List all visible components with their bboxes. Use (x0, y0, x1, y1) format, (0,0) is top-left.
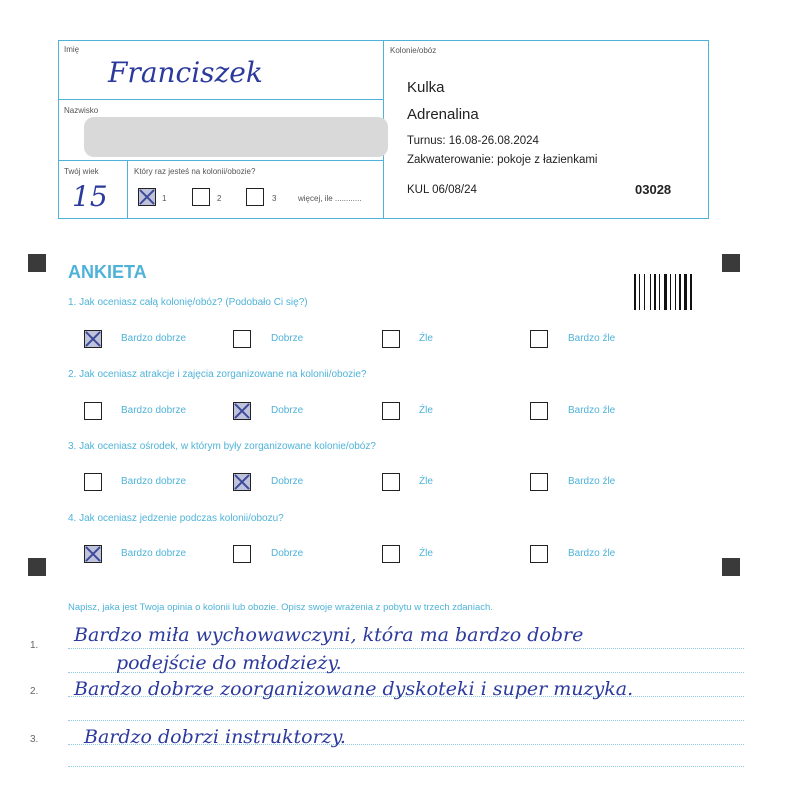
q1-checkbox-bad[interactable] (382, 330, 400, 348)
q2-checkbox-good[interactable] (233, 402, 251, 420)
surname-redaction (84, 117, 388, 157)
accommodation: Zakwaterowanie: pokoje z łazienkami (407, 154, 598, 166)
surname-label: Nazwisko (64, 106, 99, 115)
first-name-value: Franciszek (108, 56, 263, 89)
question-1: 1. Jak oceniasz całą kolonię/obóz? (Podobało Ci się?) (68, 297, 308, 308)
camp-label: Kolonie/obóz (390, 46, 437, 55)
alignment-marker-top-right (722, 254, 740, 272)
q2-checkbox-very-bad[interactable] (530, 402, 548, 420)
camp-code: KUL 06/08/24 (407, 184, 477, 196)
barcode-bar (664, 274, 667, 310)
barcode (634, 274, 690, 310)
q1-label-bad: Źle (419, 333, 433, 344)
header-divider-age (58, 160, 384, 161)
q4-label-very-bad: Bardzo źle (568, 548, 616, 559)
barcode-bar (654, 274, 656, 310)
line-number-1: 1. (30, 640, 39, 651)
q4-checkbox-good[interactable] (233, 545, 251, 563)
q4-checkbox-bad[interactable] (382, 545, 400, 563)
q1-label-very-bad: Bardzo źle (568, 333, 616, 344)
header-divider-name (58, 99, 384, 100)
turnus-dates: Turnus: 16.08-26.08.2024 (407, 135, 539, 147)
q3-label-very-bad: Bardzo źle (568, 476, 616, 487)
q1-checkbox-very-bad[interactable] (530, 330, 548, 348)
times-option-2: 2 (217, 194, 222, 203)
q3-checkbox-bad[interactable] (382, 473, 400, 491)
times-option-more: więcej, ile ............ (298, 194, 362, 203)
q4-label-good: Dobrze (271, 548, 304, 559)
q3-checkbox-very-good[interactable] (84, 473, 102, 491)
opinion-answer-line-1: Bardzo miła wychowawczyni, która ma bardzo dobre (74, 624, 584, 646)
barcode-bar (644, 274, 645, 310)
barcode-bar (690, 274, 692, 310)
times-option-1: 1 (162, 194, 167, 203)
barcode-bar (684, 274, 687, 310)
barcode-bar (639, 274, 640, 310)
times-checkbox-3[interactable] (246, 188, 264, 206)
question-2: 2. Jak oceniasz atrakcje i zajęcia zorganizowane na kolonii/obozie? (68, 369, 367, 380)
q2-checkbox-bad[interactable] (382, 402, 400, 420)
times-checkbox-2[interactable] (192, 188, 210, 206)
question-4: 4. Jak oceniasz jedzenie podczas kolonii/obozu? (68, 513, 284, 524)
line-number-2: 2. (30, 686, 39, 697)
barcode-bar (650, 274, 651, 310)
q3-label-good: Dobrze (271, 476, 304, 487)
q4-checkbox-very-bad[interactable] (530, 545, 548, 563)
times-checkbox-1[interactable] (138, 188, 156, 206)
barcode-bar (670, 274, 671, 310)
answer-line (68, 648, 744, 649)
barcode-bar (659, 274, 660, 310)
q1-label-very-good: Bardzo dobrze (121, 333, 187, 344)
alignment-marker-bottom-left (28, 558, 46, 576)
q4-checkbox-very-good[interactable] (84, 545, 102, 563)
q2-label-good: Dobrze (271, 405, 304, 416)
age-label: Twój wiek (64, 167, 99, 176)
age-value: 15 (72, 180, 108, 213)
form-number: 03028 (635, 182, 672, 197)
alignment-marker-bottom-right (722, 558, 740, 576)
barcode-bar (679, 274, 681, 310)
q3-checkbox-very-bad[interactable] (530, 473, 548, 491)
question-3: 3. Jak oceniasz ośrodek, w którym były zorganizowane kolonie/obóz? (68, 441, 376, 452)
opinion-answer-line-2: podejście do młodzieży. (116, 652, 342, 674)
times-option-3: 3 (272, 194, 277, 203)
line-number-3: 3. (30, 734, 39, 745)
q2-label-very-good: Bardzo dobrze (121, 405, 187, 416)
q3-checkbox-good[interactable] (233, 473, 251, 491)
q2-label-very-bad: Bardzo źle (568, 405, 616, 416)
q3-label-very-good: Bardzo dobrze (121, 476, 187, 487)
opinion-answer-line-3: Bardzo dobrze zoorganizowane dyskoteki i super muzyka. (74, 678, 634, 700)
opinion-answer-line-4: Bardzo dobrzi instruktorzy. (84, 726, 346, 748)
opinion-prompt: Napisz, jaka jest Twoja opinia o kolonii lub obozie. Opisz swoje wrażenia z pobytu w trzech zdaniach. (68, 602, 493, 613)
answer-line (68, 720, 744, 721)
times-label: Który raz jesteś na kolonii/obozie? (134, 167, 256, 176)
q1-checkbox-very-good[interactable] (84, 330, 102, 348)
camp-name: Kulka (407, 79, 445, 96)
barcode-bar (634, 274, 636, 310)
header-divider-age-vertical (127, 160, 128, 219)
q1-label-good: Dobrze (271, 333, 304, 344)
q4-label-bad: Źle (419, 548, 433, 559)
alignment-marker-top-left (28, 254, 46, 272)
survey-title: ANKIETA (68, 262, 147, 282)
q1-checkbox-good[interactable] (233, 330, 251, 348)
q2-checkbox-very-good[interactable] (84, 402, 102, 420)
barcode-bar (675, 274, 676, 310)
q2-label-bad: Źle (419, 405, 433, 416)
first-name-label: Imię (64, 45, 80, 54)
q4-label-very-good: Bardzo dobrze (121, 548, 187, 559)
q3-label-bad: Źle (419, 476, 433, 487)
camp-program: Adrenalina (407, 106, 479, 123)
answer-line (68, 766, 744, 767)
